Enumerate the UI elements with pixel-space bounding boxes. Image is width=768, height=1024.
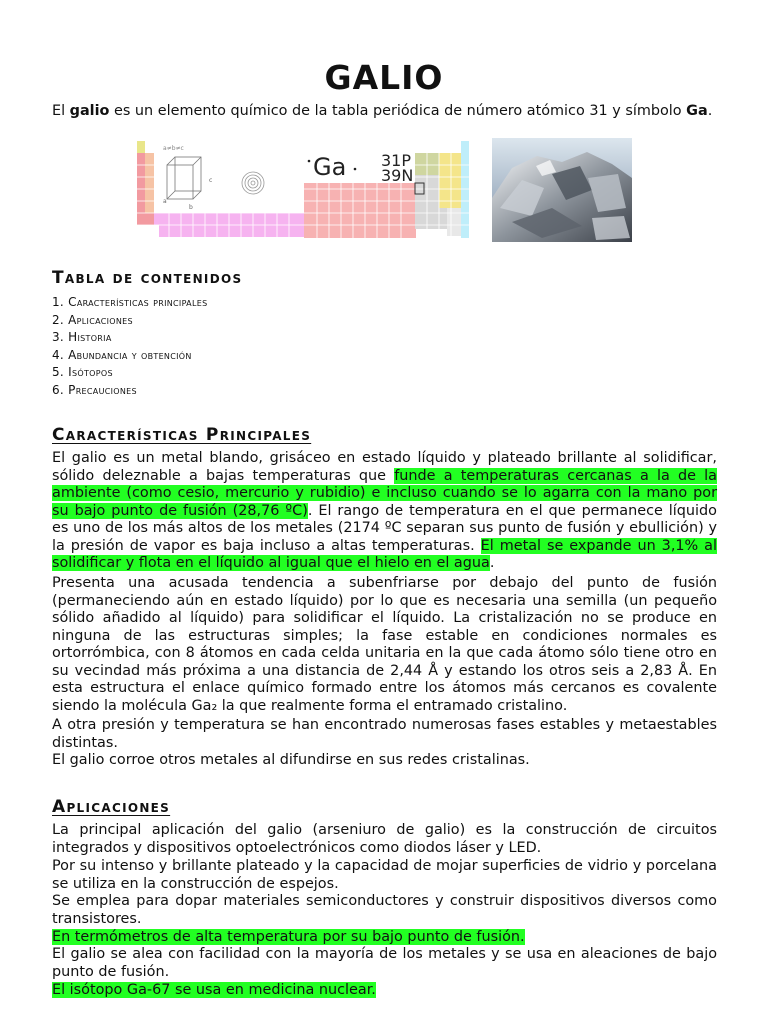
aplicaciones-paragraph-2: Por su intenso y brillante plateado y la capacidad de mojar superficies de vidrio y porcelana se utiliza en la construcción de espejos. bbox=[52, 858, 717, 892]
heavy-block bbox=[447, 208, 461, 236]
axis-label-a: a bbox=[163, 198, 167, 205]
highlighted-text: El isótopo Ga-67 se usa en medicina nuclear. bbox=[52, 982, 376, 998]
intro-paragraph bbox=[52, 103, 717, 121]
axis-label-c: c bbox=[209, 177, 213, 184]
intro-bold-ga: Ga bbox=[686, 103, 708, 119]
intro-text-1: El bbox=[52, 103, 70, 119]
text-span: . El rango de temperatura en el que permanece líquido es uno de los más altos de los metales (2174 ºC separan sus punto de fusión y ebullición) y la presión de vapor es baja incluso a altas temperaturas. bbox=[52, 502, 717, 554]
transition-block bbox=[304, 183, 416, 238]
period-label-2: 39N bbox=[381, 166, 414, 185]
toc-item[interactable]: 6. Precauciones bbox=[52, 382, 137, 397]
aplicaciones-paragraph-1: La principal aplicación del galio (arseniuro de galio) es la construcción de circuitos integrados y dispositivos optoelectrónicos como diodos láser y LED. bbox=[52, 822, 717, 856]
caracteristicas-paragraph-3: A otra presión y temperatura se han encontrado numerosas fases estables y metaestables distintas. bbox=[52, 717, 717, 751]
aplicaciones-paragraph-6 bbox=[52, 982, 717, 1000]
periodic-table-figure bbox=[137, 139, 481, 242]
alkali-block bbox=[137, 141, 154, 225]
text-span: El galio es un metal blando, grisáceo en estado líquido y plateado brillante al solidificar, sólido deleznable a bajas temperaturas que bbox=[52, 450, 717, 484]
toc-item[interactable]: 4. Abundancia y obtención bbox=[52, 347, 192, 362]
halogen-block bbox=[439, 153, 461, 208]
toc-item[interactable]: 1. Características principales bbox=[52, 295, 208, 309]
element-symbol: Ga bbox=[313, 153, 347, 181]
aplicaciones-paragraph-3: Se emplea para dopar materiales semiconductores y construir dispositivos diversos como transistores. bbox=[52, 893, 717, 927]
section-heading-caracteristicas: Características Principales bbox=[52, 425, 312, 445]
toc-heading: Tabla de contenidos bbox=[52, 268, 243, 288]
period-label-1: 31P bbox=[381, 151, 412, 170]
highlighted-text: En termómetros de alta temperatura por su bajo punto de fusión. bbox=[52, 929, 525, 945]
toc-item[interactable]: 5. Isótopos bbox=[52, 365, 113, 380]
unit-cell-caption: a≠b≠c bbox=[163, 145, 184, 152]
section-heading-aplicaciones: Aplicaciones bbox=[52, 797, 171, 817]
page-title: GALIO bbox=[324, 58, 444, 97]
axis-label-b: b bbox=[189, 204, 193, 211]
toc-item[interactable]: 3. Historia bbox=[52, 330, 112, 345]
intro-bold-galio: galio bbox=[69, 103, 110, 119]
aplicaciones-paragraph-5: El galio se alea con facilidad con la mayoría de los metales y se usa en aleaciones de bajo punto de fusión. bbox=[52, 946, 717, 980]
caracteristicas-paragraph-2: Presenta una acusada tendencia a subenfriarse por debajo del punto de fusión (permaneciendo aún en estado líquido) por lo que es necesaria una semilla (un pequeño sólido añadido al líquido) para solidificar el líquido. La cristalización no se produce en ninguna de las estructuras simples; la fase estable en condiciones normales es ortorrómbica, con 8 átomos en cada celda unitaria en la que cada átomo sólo tiene otro en su vecindad más próxima a una distancia de 2,44 Å y estando los otros seis a 2,83 Å. En esta estructura el enlace químico formado entre los átomos más cercanos es covalente siendo la molécula Ga₂ la que realmente forma el entramado cristalino. bbox=[52, 575, 717, 714]
caracteristicas-paragraph-4: El galio corroe otros metales al difundirse en sus redes cristalinas. bbox=[52, 752, 530, 768]
intro-text-2: es un elemento químico de la tabla periódica de número atómico 31 y símbolo bbox=[109, 103, 687, 119]
highlighted-text: funde a temperaturas cercanas a la de la ambiente (como cesio, mercurio y rubidio) e incluso cuando se lo agarra con la mano por su bajo punto de fusión (28,76 ºC) bbox=[52, 467, 718, 519]
table-of-contents bbox=[52, 294, 207, 400]
gallium-photo bbox=[492, 138, 632, 242]
aplicaciones-paragraph-4 bbox=[52, 929, 717, 947]
toc-item[interactable]: 2. Aplicaciones bbox=[52, 312, 133, 327]
noble-gas-column bbox=[461, 141, 469, 238]
caracteristicas-paragraph-1 bbox=[52, 450, 717, 573]
highlighted-text: El metal se expande un 3,1% al solidificar y flota en el líquido al igual que el hielo en el agua bbox=[52, 537, 717, 571]
text-span: . bbox=[489, 555, 495, 571]
intro-text-3: . bbox=[707, 103, 713, 119]
